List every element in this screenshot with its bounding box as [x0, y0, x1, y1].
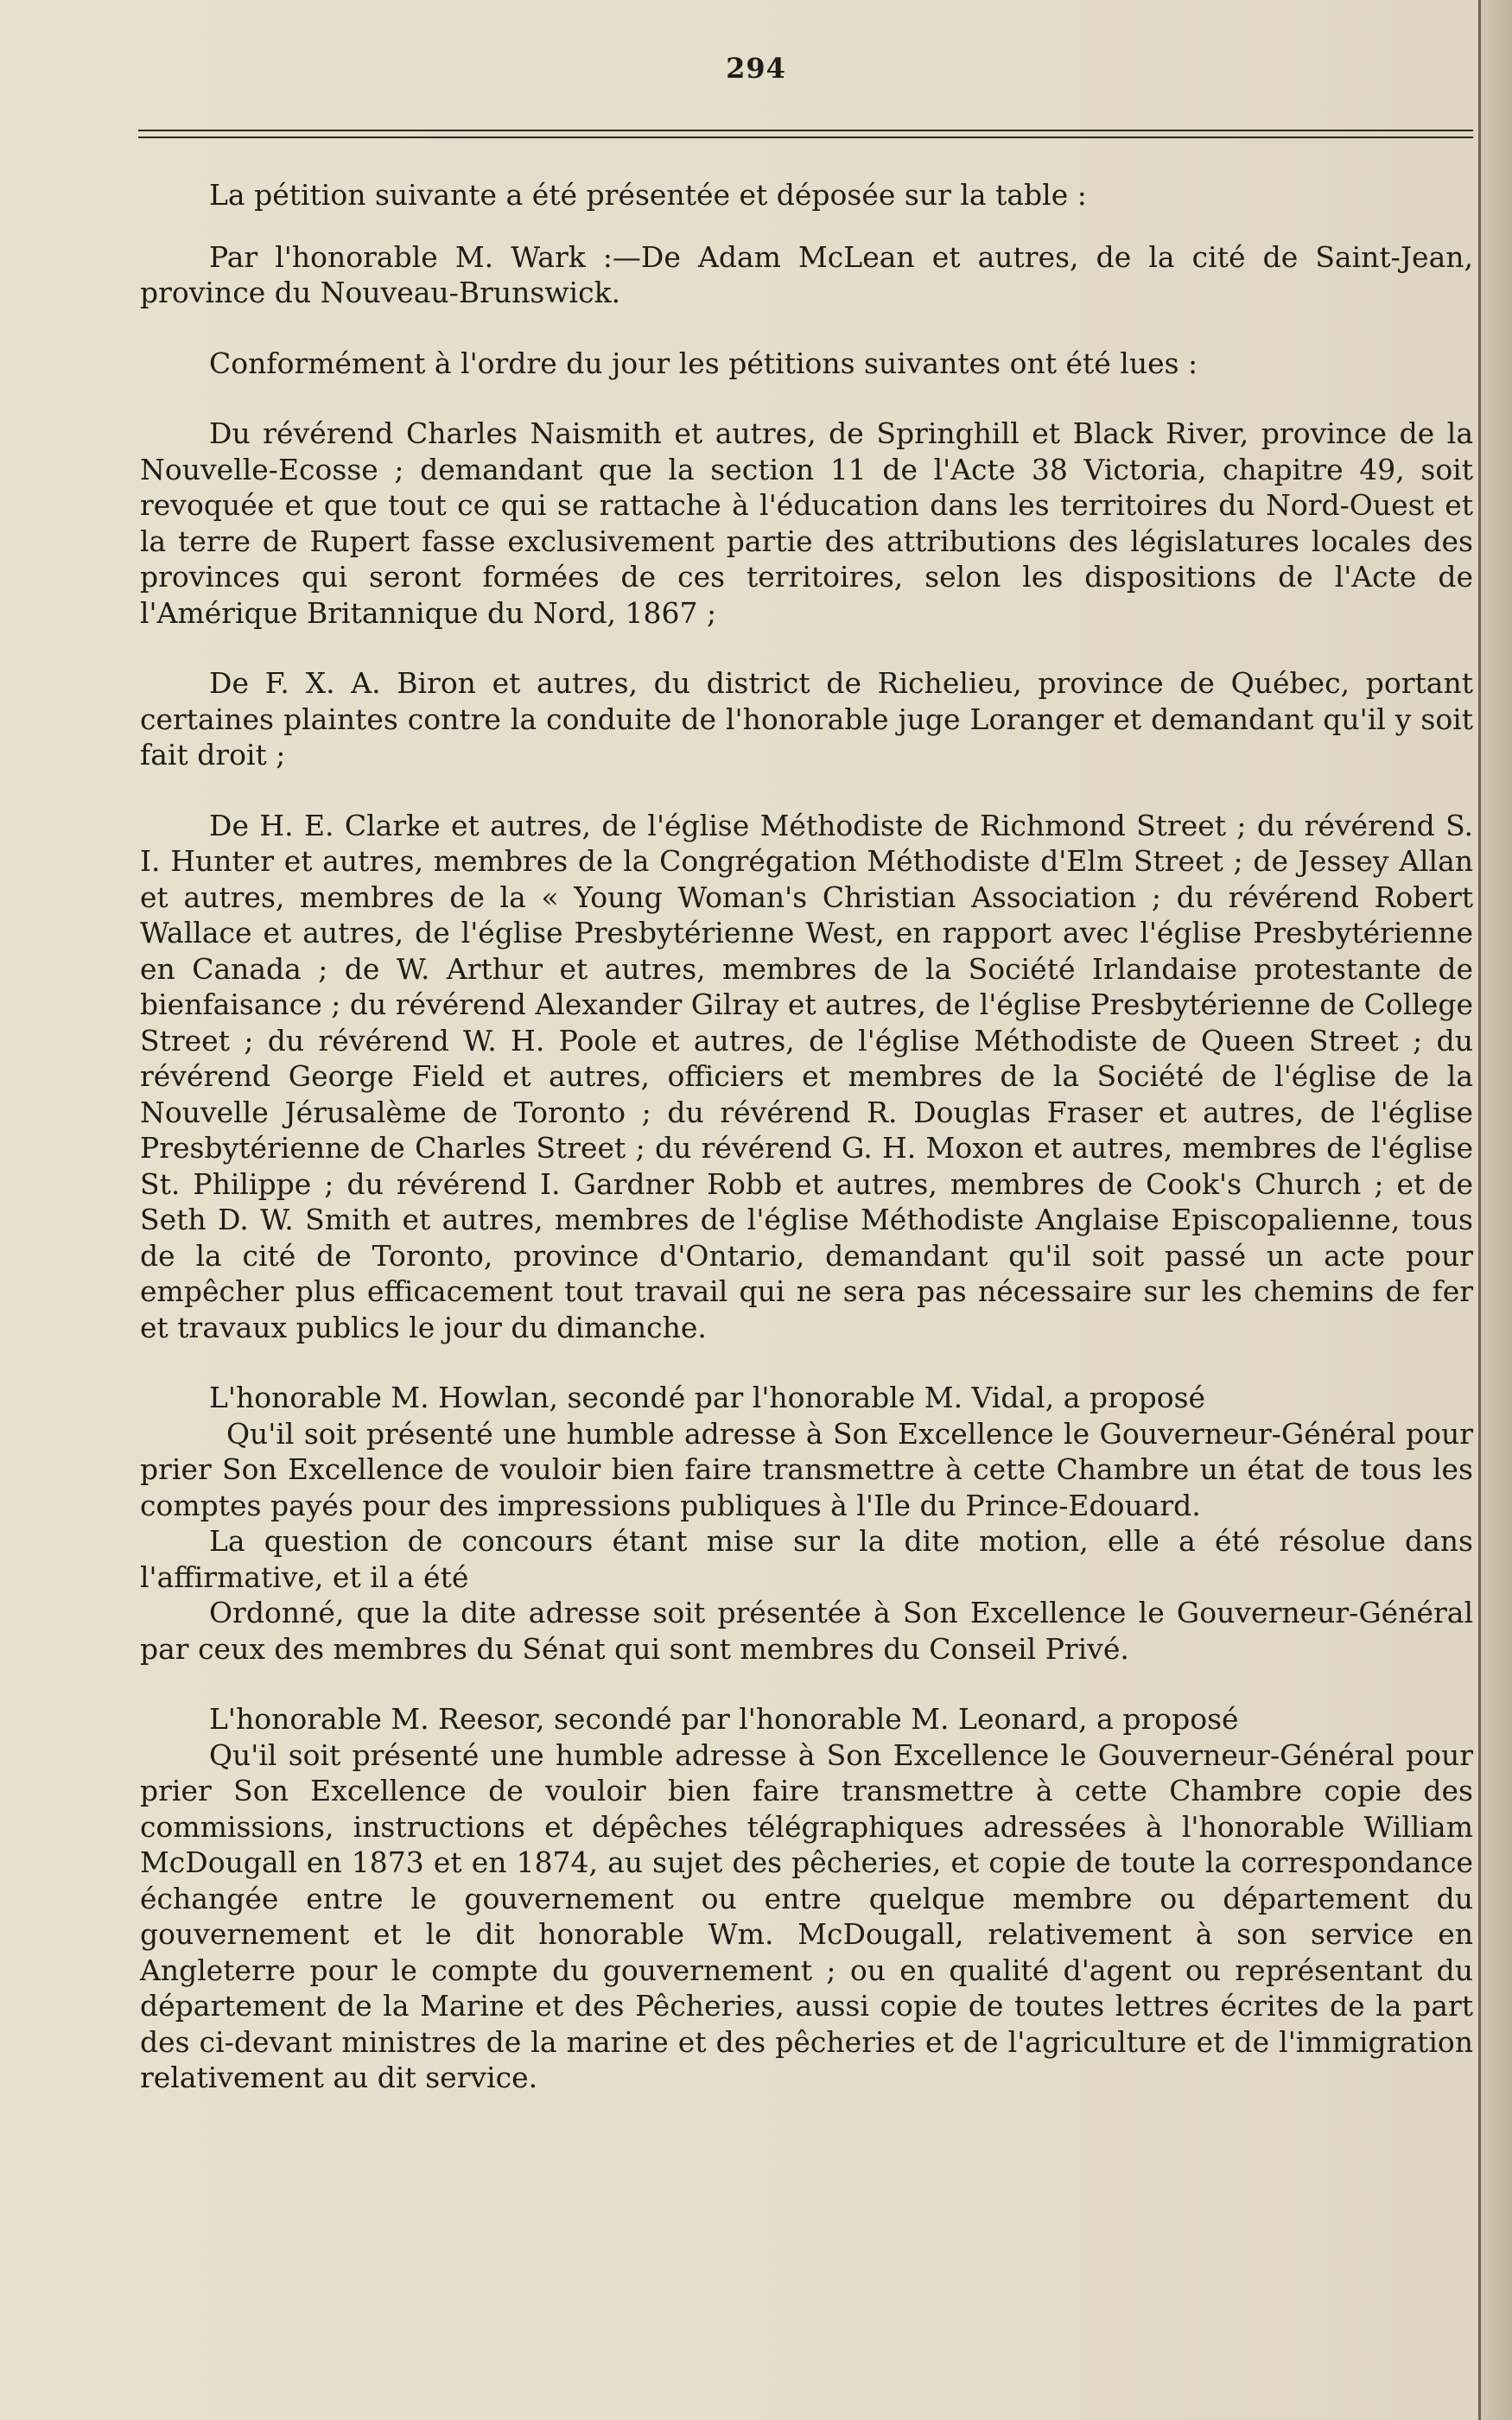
paragraph: La question de concours étant mise sur la dite motion, elle a été résolue dans l'affirmative, et il a été	[140, 1524, 1473, 1594]
paragraph: Conformément à l'ordre du jour les pétitions suivantes ont été lues :	[209, 346, 1198, 380]
paragraph: Qu'il soit présenté une humble adresse à Son Excellence le Gouverneur-Général pour prier Son Excellence de vouloir bien faire transmettre à cette Chambre copie des commissions, instructions et dépêches télégraphiques adressées à l'honorable William McDougall en 1873 et en 1874, au sujet des pêcheries, et copie de toute la correspondance échangée entre le gouvernement ou entre quelque membre ou département du gouvernement et le dit honorable Wm. McDougall, relativement à son service en Angleterre pour le compte du gouvernement ; ou en qualité d'agent ou représentant du département de la Marine et des Pêcheries, aussi copie de toutes lettres écrites de la part des ci-devant ministres de la marine et des pêcheries et de l'agriculture et de l'immigration relativement au dit service.	[140, 1737, 1473, 2094]
header-rule-bottom	[138, 137, 1473, 138]
adjacent-page-edge	[1478, 0, 1512, 2420]
paragraph: La pétition suivante a été présentée et déposée sur la table :	[209, 178, 1087, 212]
header-rule-top	[138, 130, 1473, 131]
body-text	[140, 177, 1473, 2096]
paragraph: Qu'il soit présenté une humble adresse à Son Excellence le Gouverneur-Général pour prier Son Excellence de vouloir bien faire transmettre à cette Chambre un état de tous les comptes payés pour des impressions publiques à l'Ile du Prince-Edouard.	[140, 1416, 1473, 1522]
paragraph: L'honorable M. Howlan, secondé par l'honorable M. Vidal, a proposé	[209, 1381, 1206, 1414]
paragraph: Du révérend Charles Naismith et autres, de Springhill et Black River, province de la Nouvelle-Ecosse ; demandant que la section 11 de l'Acte 38 Victoria, chapitre 49, soit revoquée et que tout ce qui se rattache à l'éducation dans les territoires du Nord-Ouest et la terre de Rupert fasse exclusivement partie des attributions des législatures locales des provinces qui seront formées de ces territoires, selon les dispositions de l'Acte de l'Amérique Britannique du Nord, 1867 ;	[140, 416, 1473, 630]
paragraph: Par l'honorable M. Wark :—De Adam McLean et autres, de la cité de Saint-Jean, province du Nouveau-Brunswick.	[140, 239, 1473, 309]
paragraph: De H. E. Clarke et autres, de l'église Méthodiste de Richmond Street ; du révérend S. I. Hunter et autres, membres de la Congrégation Méthodiste d'Elm Street ; de Jessey Allan et autres, membres de la « Young Woman's Christian Association ; du révérend Robert Wallace et autres, de l'église Presbytérienne West, en rapport avec l'église Presbytérienne en Canada ; de W. Arthur et autres, membres de la Société Irlandaise protestante de bienfaisance ; du révérend Alexander Gilray et autres, de l'église Presbytérienne de College Street ; du révérend W. H. Poole et autres, de l'église Méthodiste de Queen Street ; du révérend George Field et autres, officiers et membres de la Société de l'église de la Nouvelle Jérusalème de Toronto ; du révérend R. Douglas Fraser et autres, de l'église Presbytérienne de Charles Street ; du révérend G. H. Moxon et autres, membres de l'église St. Philippe ; du révérend I. Gardner Robb et autres, membres de Cook's Church ; et de Seth D. W. Smith et autres, membres de l'église Méthodiste Anglaise Episcopalienne, tous de la cité de Toronto, province d'Ontario, demandant qu'il soit passé un acte pour empêcher plus efficacement tout travail qui ne sera pas nécessaire sur les chemins de fer et travaux publics le jour du dimanche.	[140, 808, 1473, 1344]
page-number: 294	[726, 52, 786, 85]
paragraph: L'honorable M. Reesor, secondé par l'honorable M. Leonard, a proposé	[209, 1702, 1239, 1736]
paragraph: De F. X. A. Biron et autres, du district de Richelieu, province de Québec, portant certaines plaintes contre la conduite de l'honorable juge Loranger et demandant qu'il y soit fait droit ;	[140, 666, 1473, 772]
paragraph: Ordonné, que la dite adresse soit présentée à Son Excellence le Gouverneur-Général par ceux des membres du Sénat qui sont membres du Conseil Privé.	[140, 1596, 1473, 1666]
